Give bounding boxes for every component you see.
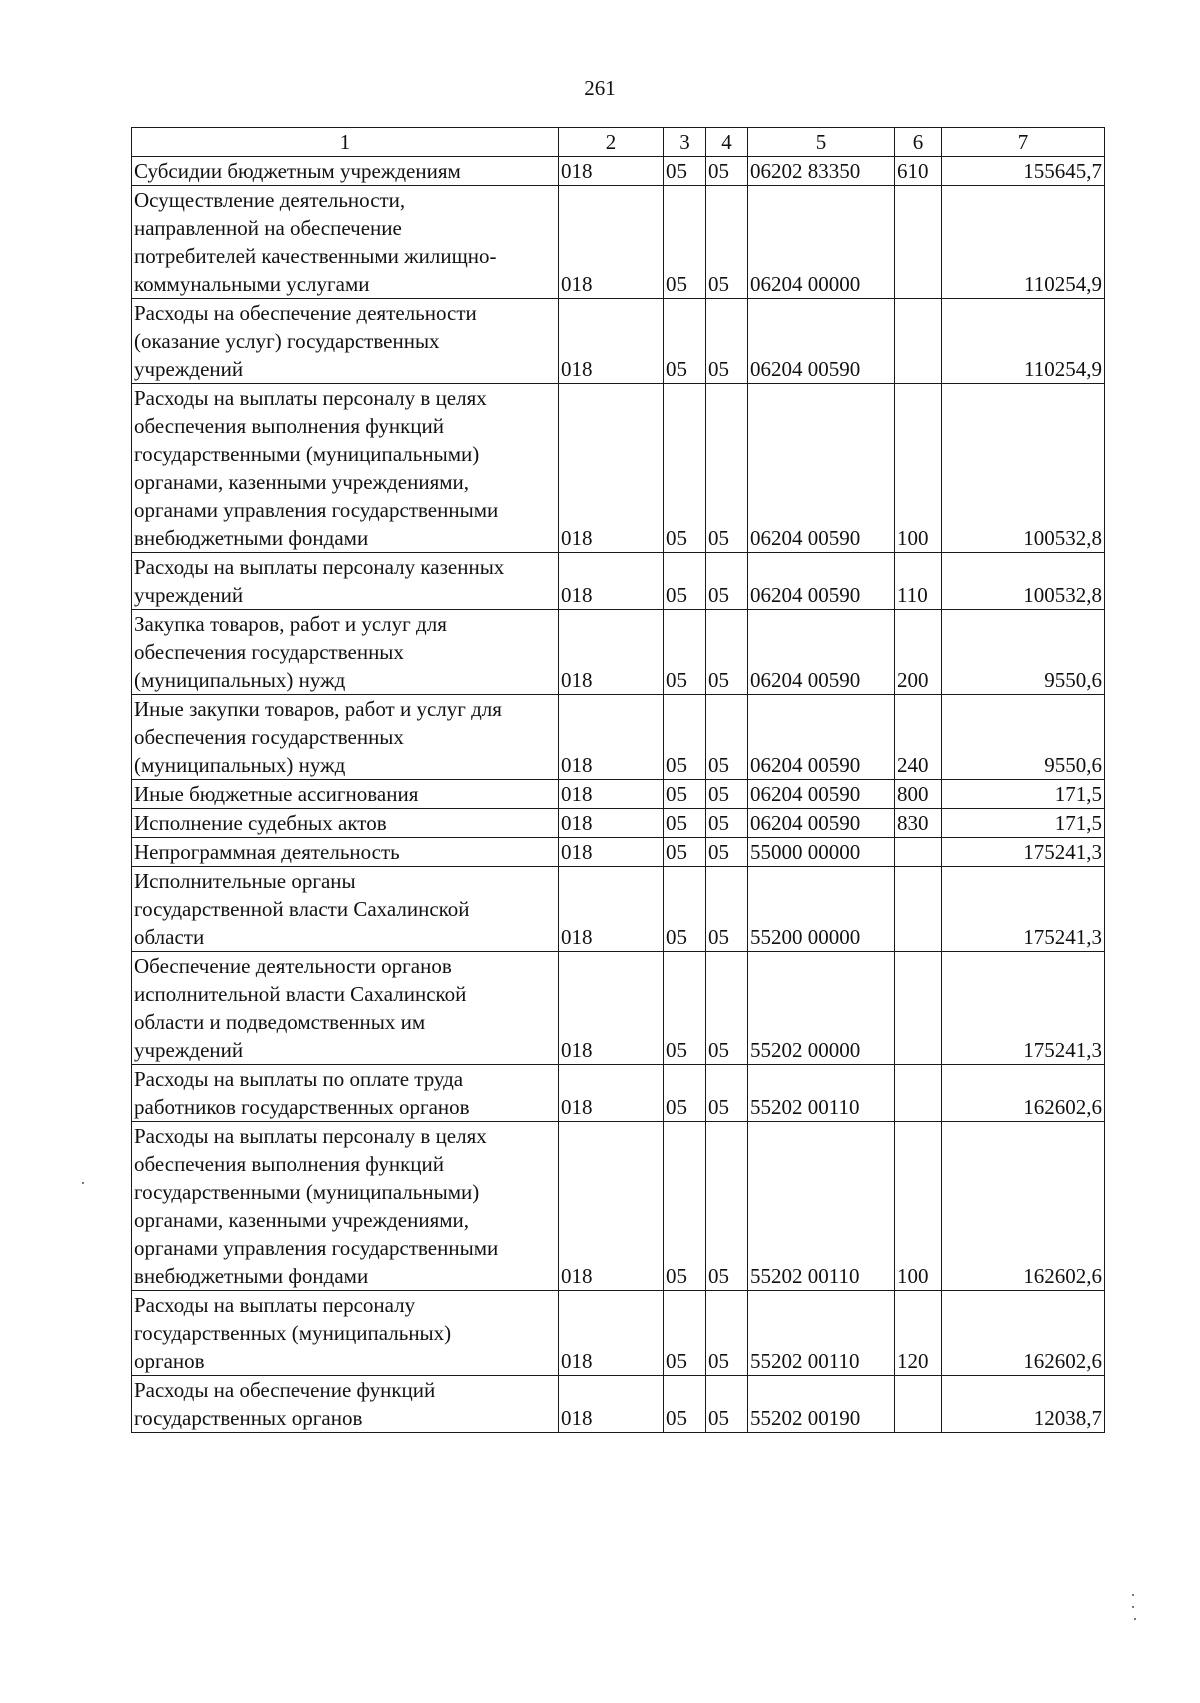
cell-name: Расходы на выплаты персоналу государственных (муниципальных) органов	[132, 1291, 559, 1376]
cell-amount: 100532,8	[942, 384, 1105, 553]
table-row	[132, 952, 1105, 1065]
table-body	[132, 157, 1105, 1433]
cell-target-code: 06204 00590	[748, 299, 895, 384]
cell-ministry-code: 018	[559, 157, 664, 186]
cell-ministry-code: 018	[559, 610, 664, 695]
cell-ministry-code: 018	[559, 553, 664, 610]
table-row	[132, 186, 1105, 299]
cell-name: Осуществление деятельности, направленной на обеспечение потребителей качественными жилищно- коммунальными услугами	[132, 186, 559, 299]
cell-expense-type: 830	[895, 809, 942, 838]
cell-expense-type: 800	[895, 780, 942, 809]
cell-target-code: 06204 00590	[748, 780, 895, 809]
cell-subsection-code: 05	[706, 1065, 748, 1122]
cell-amount: 155645,7	[942, 157, 1105, 186]
cell-ministry-code: 018	[559, 809, 664, 838]
table-row	[132, 1376, 1105, 1433]
cell-amount: 162602,6	[942, 1122, 1105, 1291]
cell-section-code: 05	[664, 610, 706, 695]
cell-name: Расходы на обеспечение функций государственных органов	[132, 1376, 559, 1433]
cell-expense-type	[895, 1065, 942, 1122]
cell-target-code: 06204 00590	[748, 384, 895, 553]
cell-name: Закупка товаров, работ и услуг для обеспечения государственных (муниципальных) нужд	[132, 610, 559, 695]
cell-amount: 162602,6	[942, 1291, 1105, 1376]
cell-section-code: 05	[664, 695, 706, 780]
cell-expense-type: 100	[895, 1122, 942, 1291]
cell-target-code: 06204 00000	[748, 186, 895, 299]
table-row	[132, 1122, 1105, 1291]
cell-name: Расходы на выплаты по оплате труда работников государственных органов	[132, 1065, 559, 1122]
scan-speck	[1132, 1606, 1134, 1608]
cell-ministry-code: 018	[559, 867, 664, 952]
cell-name: Субсидии бюджетным учреждениям	[132, 157, 559, 186]
cell-expense-type	[895, 1376, 942, 1433]
cell-ministry-code: 018	[559, 1065, 664, 1122]
cell-target-code: 06202 83350	[748, 157, 895, 186]
cell-subsection-code: 05	[706, 1376, 748, 1433]
cell-subsection-code: 05	[706, 157, 748, 186]
cell-name: Исполнительные органы государственной власти Сахалинской области	[132, 867, 559, 952]
table-row	[132, 299, 1105, 384]
cell-amount: 175241,3	[942, 867, 1105, 952]
cell-subsection-code: 05	[706, 1122, 748, 1291]
cell-amount: 175241,3	[942, 838, 1105, 867]
table-row	[132, 780, 1105, 809]
cell-target-code: 55202 00110	[748, 1291, 895, 1376]
table-row	[132, 1291, 1105, 1376]
scan-speck	[1132, 1594, 1134, 1596]
cell-ministry-code: 018	[559, 1291, 664, 1376]
header-row	[132, 128, 1105, 157]
cell-amount: 110254,9	[942, 299, 1105, 384]
cell-ministry-code: 018	[559, 695, 664, 780]
cell-expense-type: 100	[895, 384, 942, 553]
cell-name: Расходы на выплаты персоналу в целях обеспечения выполнения функций государственными (муниципальными) органами, казенными учреждениями, органами управления государственными внебюджетными фондами	[132, 384, 559, 553]
cell-amount: 110254,9	[942, 186, 1105, 299]
table-row	[132, 809, 1105, 838]
cell-target-code: 55202 00190	[748, 1376, 895, 1433]
cell-expense-type: 240	[895, 695, 942, 780]
cell-section-code: 05	[664, 838, 706, 867]
cell-amount: 9550,6	[942, 610, 1105, 695]
table-row	[132, 553, 1105, 610]
cell-amount: 12038,7	[942, 1376, 1105, 1433]
cell-subsection-code: 05	[706, 186, 748, 299]
table-row	[132, 867, 1105, 952]
cell-section-code: 05	[664, 186, 706, 299]
cell-subsection-code: 05	[706, 299, 748, 384]
cell-section-code: 05	[664, 157, 706, 186]
cell-expense-type: 120	[895, 1291, 942, 1376]
cell-section-code: 05	[664, 809, 706, 838]
cell-target-code: 06204 00590	[748, 695, 895, 780]
cell-expense-type	[895, 838, 942, 867]
cell-ministry-code: 018	[559, 952, 664, 1065]
cell-target-code: 55202 00110	[748, 1122, 895, 1291]
cell-section-code: 05	[664, 1122, 706, 1291]
column-header-3: 3	[664, 128, 706, 157]
cell-section-code: 05	[664, 867, 706, 952]
cell-expense-type: 110	[895, 553, 942, 610]
cell-subsection-code: 05	[706, 809, 748, 838]
cell-subsection-code: 05	[706, 610, 748, 695]
table-row	[132, 384, 1105, 553]
cell-ministry-code: 018	[559, 1122, 664, 1291]
cell-amount: 162602,6	[942, 1065, 1105, 1122]
cell-target-code: 55000 00000	[748, 838, 895, 867]
cell-target-code: 06204 00590	[748, 610, 895, 695]
cell-subsection-code: 05	[706, 1291, 748, 1376]
cell-section-code: 05	[664, 1065, 706, 1122]
table-row	[132, 157, 1105, 186]
table-row	[132, 695, 1105, 780]
cell-name: Иные бюджетные ассигнования	[132, 780, 559, 809]
cell-name: Расходы на выплаты персоналу в целях обеспечения выполнения функций государственными (муниципальными) органами, казенными учреждениями, органами управления государственными внебюджетными фондами	[132, 1122, 559, 1291]
cell-section-code: 05	[664, 780, 706, 809]
column-header-6: 6	[895, 128, 942, 157]
cell-expense-type: 610	[895, 157, 942, 186]
cell-subsection-code: 05	[706, 952, 748, 1065]
cell-ministry-code: 018	[559, 186, 664, 299]
cell-name: Непрограммная деятельность	[132, 838, 559, 867]
cell-target-code: 55202 00110	[748, 1065, 895, 1122]
cell-name: Расходы на обеспечение деятельности (оказание услуг) государственных учреждений	[132, 299, 559, 384]
table-row	[132, 838, 1105, 867]
column-header-4: 4	[706, 128, 748, 157]
cell-subsection-code: 05	[706, 780, 748, 809]
scan-speck	[1134, 1618, 1136, 1620]
cell-subsection-code: 05	[706, 867, 748, 952]
cell-section-code: 05	[664, 299, 706, 384]
cell-section-code: 05	[664, 952, 706, 1065]
cell-ministry-code: 018	[559, 780, 664, 809]
column-header-5: 5	[748, 128, 895, 157]
cell-section-code: 05	[664, 1376, 706, 1433]
column-header-2: 2	[559, 128, 664, 157]
cell-section-code: 05	[664, 553, 706, 610]
cell-amount: 171,5	[942, 809, 1105, 838]
table-row	[132, 610, 1105, 695]
cell-amount: 171,5	[942, 780, 1105, 809]
cell-expense-type	[895, 952, 942, 1065]
column-header-7: 7	[942, 128, 1105, 157]
budget-table	[131, 127, 1105, 1433]
cell-ministry-code: 018	[559, 1376, 664, 1433]
cell-expense-type: 200	[895, 610, 942, 695]
cell-expense-type	[895, 299, 942, 384]
cell-target-code: 06204 00590	[748, 809, 895, 838]
column-header-1: 1	[132, 128, 559, 157]
table-row	[132, 1065, 1105, 1122]
cell-name: Расходы на выплаты персоналу казенных учреждений	[132, 553, 559, 610]
cell-name: Иные закупки товаров, работ и услуг для обеспечения государственных (муниципальных) нужд	[132, 695, 559, 780]
cell-subsection-code: 05	[706, 553, 748, 610]
cell-expense-type	[895, 186, 942, 299]
cell-ministry-code: 018	[559, 384, 664, 553]
cell-amount: 175241,3	[942, 952, 1105, 1065]
cell-ministry-code: 018	[559, 299, 664, 384]
cell-ministry-code: 018	[559, 838, 664, 867]
cell-target-code: 06204 00590	[748, 553, 895, 610]
cell-name: Исполнение судебных актов	[132, 809, 559, 838]
cell-amount: 9550,6	[942, 695, 1105, 780]
cell-section-code: 05	[664, 1291, 706, 1376]
page-number: 261	[584, 76, 616, 100]
scan-speck	[82, 1182, 84, 1184]
cell-amount: 100532,8	[942, 553, 1105, 610]
cell-target-code: 55202 00000	[748, 952, 895, 1065]
cell-section-code: 05	[664, 384, 706, 553]
cell-target-code: 55200 00000	[748, 867, 895, 952]
cell-expense-type	[895, 867, 942, 952]
cell-name: Обеспечение деятельности органов исполнительной власти Сахалинской области и подведомственных им учреждений	[132, 952, 559, 1065]
cell-subsection-code: 05	[706, 384, 748, 553]
cell-subsection-code: 05	[706, 838, 748, 867]
cell-subsection-code: 05	[706, 695, 748, 780]
